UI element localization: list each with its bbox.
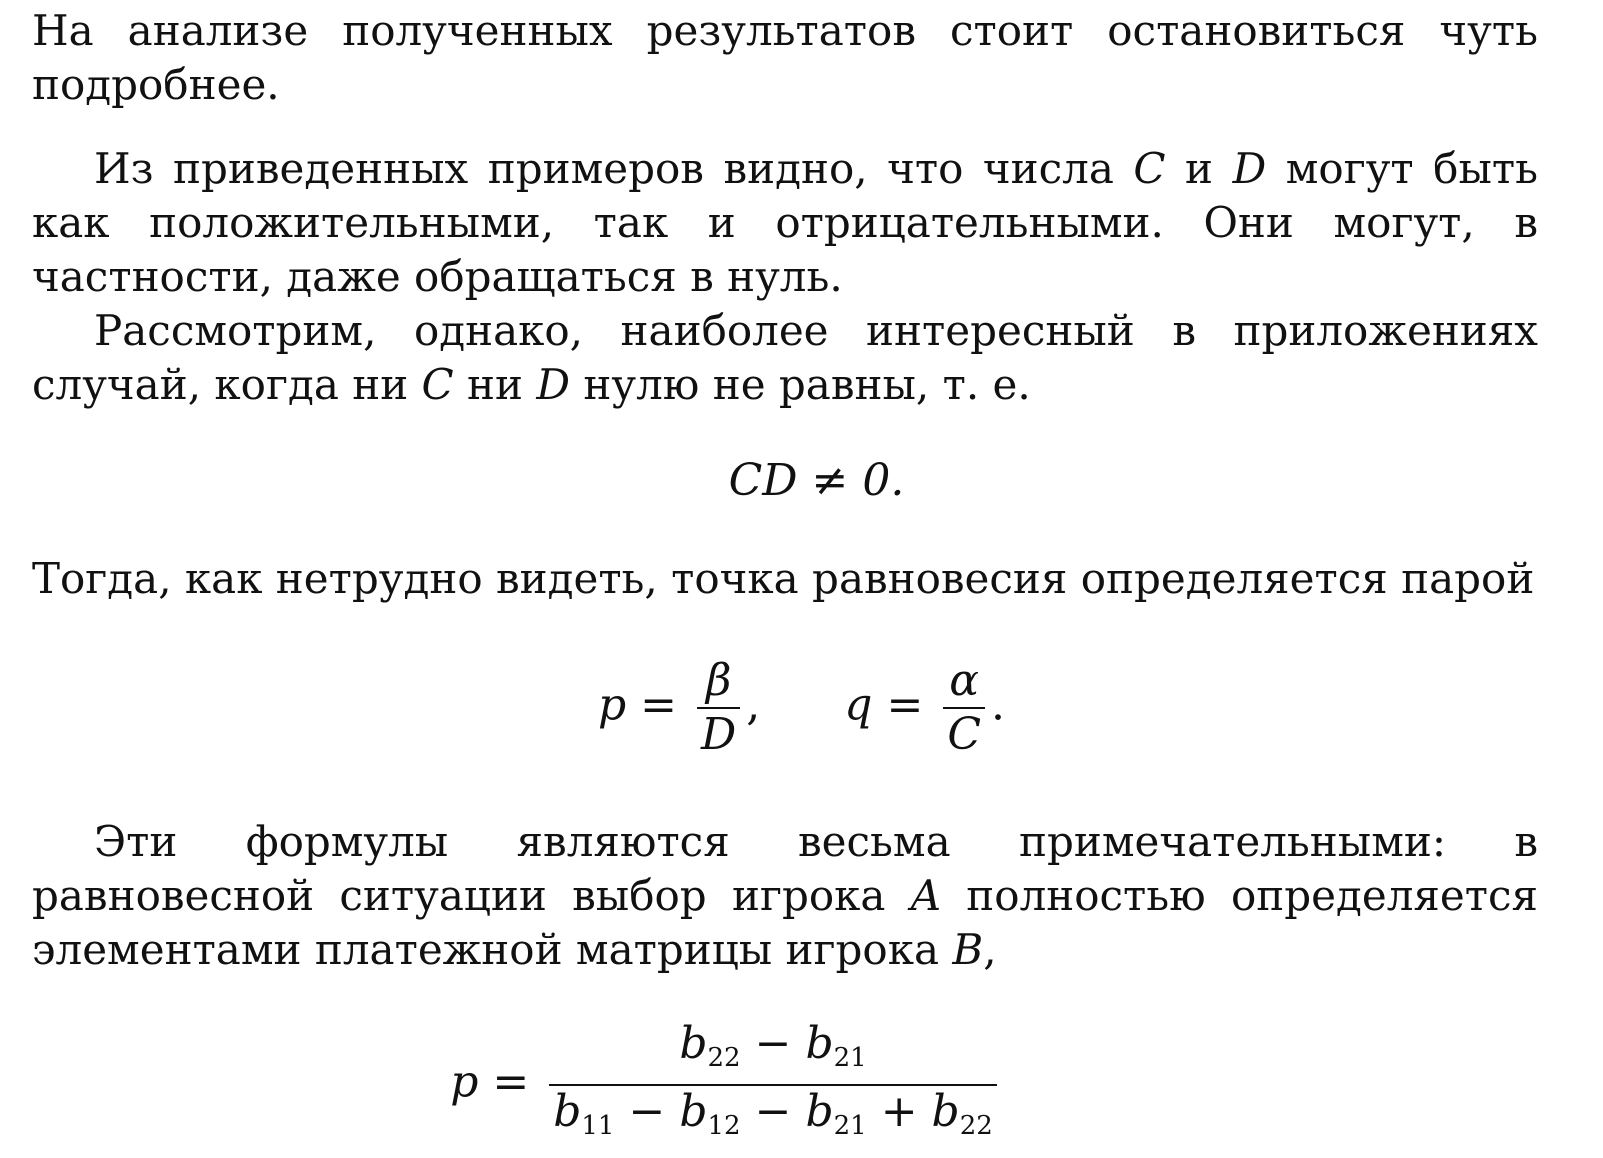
math-var-d: D — [536, 360, 571, 409]
text-run: и — [1165, 144, 1233, 193]
subscript: 12 — [707, 1111, 741, 1141]
fraction-matrix — [549, 1018, 997, 1152]
operator: + — [866, 1086, 932, 1137]
operator: − — [740, 1086, 806, 1137]
fraction-denominator: C — [947, 709, 981, 760]
eq-comma: , — [746, 679, 761, 731]
subscript: 22 — [707, 1043, 741, 1073]
text-run: Из приведенных примеров видно, что числа — [94, 144, 1134, 193]
eq-q-lhs: q = — [844, 679, 924, 731]
eq-period: . — [991, 679, 1005, 731]
term: b — [553, 1086, 582, 1137]
math-var-d: D — [1232, 144, 1267, 193]
math-var-b: B — [952, 925, 984, 974]
fraction-numerator: β — [697, 655, 740, 709]
paragraph-examples — [32, 142, 1538, 304]
operator: − — [740, 1018, 806, 1069]
equation-cd-nonzero — [0, 455, 1603, 506]
fraction-beta-over-d — [697, 655, 740, 761]
operator: − — [614, 1086, 680, 1137]
fraction-numerator — [549, 1018, 997, 1086]
math-var-c: C — [1133, 144, 1166, 193]
equation-p-matrix — [0, 1018, 1603, 1152]
subscript: 22 — [959, 1111, 993, 1141]
paragraph-equilibrium-text: Тогда, как нетрудно видеть, точка равновесия определяется парой — [32, 554, 1535, 603]
paragraph-formulas — [32, 815, 1538, 977]
math-var-a: A — [910, 871, 942, 920]
equation-cd-text: CD ≠ 0. — [728, 455, 905, 506]
eq-p-lhs: p = — [450, 1056, 530, 1108]
subscript: 11 — [581, 1111, 615, 1141]
paragraph-intro-text: На анализе полученных результатов стоит остановиться чуть подробнее. — [32, 6, 1538, 109]
equation-p-q — [0, 655, 1603, 761]
paragraph-equilibrium — [32, 552, 1538, 606]
term: b — [805, 1018, 834, 1069]
paragraph-case — [32, 304, 1538, 412]
subscript: 21 — [833, 1111, 867, 1141]
fraction-alpha-over-c — [943, 655, 985, 761]
text-run: Рассмотрим, однако, наиболее интересный в приложениях случай, когда ни — [32, 306, 1538, 409]
fraction-numerator: α — [943, 655, 985, 709]
text-run: ни — [453, 360, 537, 409]
text-run: , — [983, 925, 997, 974]
fraction-denominator — [549, 1086, 997, 1152]
paragraph-intro — [32, 4, 1538, 112]
text-run: Эти формулы являются весьма примечательными: в равновесной ситуации выбор игрока — [32, 817, 1538, 920]
text-run: могут быть как положительными, так и отрицательными. Они могут, в частности, даже обращаться в нуль. — [32, 144, 1538, 301]
term: b — [805, 1086, 834, 1137]
text-run: нулю не равны, т. е. — [570, 360, 1031, 409]
term: b — [679, 1086, 708, 1137]
text-run: полностью определяется элементами платежной матрицы игрока — [32, 871, 1539, 974]
fraction-denominator: D — [701, 709, 737, 760]
eq-p-lhs: p = — [597, 679, 678, 731]
math-var-c: C — [421, 360, 454, 409]
term: b — [931, 1086, 960, 1137]
term: b — [679, 1018, 708, 1069]
subscript: 21 — [833, 1043, 867, 1073]
